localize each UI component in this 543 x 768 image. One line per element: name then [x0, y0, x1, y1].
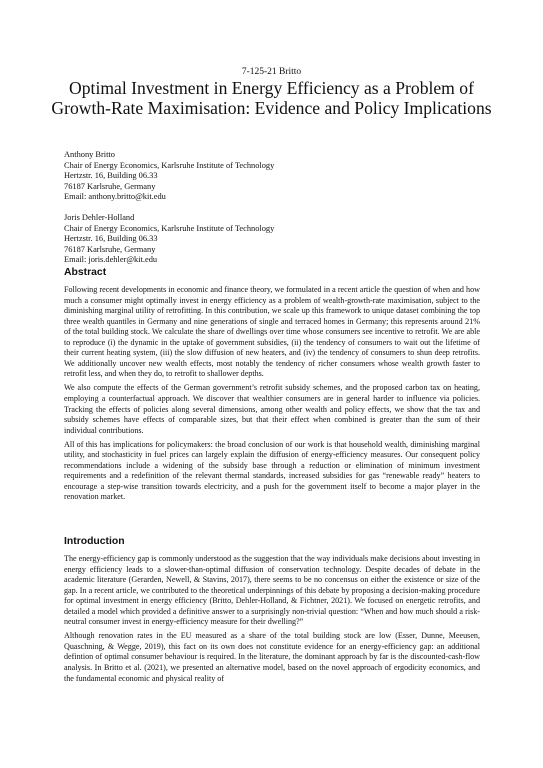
author-block: [64, 150, 484, 203]
introduction-paragraph: The energy-efficiency gap is commonly understood as the suggestion that the way individuals make decisions about investing in energy efficiency leads to a slower-than-optimal diffusion of conservation technology. Despite decades of debate in the academic literature (Gerarden, Newell, & Stavins, 2017), there seems to be no concensus on either the existence or size of the gap. In a recent article, we contributed to the theoretical underpinnings of this debate by proposing a decision-making procedure for optimal investment in energy efficiency (Britto, Dehler-Holland, & Fichtner, 2021). We focused on energetic retrofits, and detailed a model which provided a definitive answer to a surprisingly non-trivial question: “When and how much should a risk-neutral consumer invest in energy-efficiency measure for their dwelling?”: [64, 554, 480, 627]
author-city: 76187 Karlsruhe, Germany: [64, 181, 156, 191]
author-affiliation: Chair of Energy Economics, Karlsruhe Institute of Technology: [64, 223, 275, 233]
author-street: Hertzstr. 16, Building 06.33: [64, 171, 158, 180]
author-city: 76187 Karlsruhe, Germany: [64, 244, 156, 254]
author-email: Email: anthony.britto@kit.edu: [64, 192, 166, 201]
abstract-heading: Abstract: [64, 267, 107, 278]
author-email: Email: joris.dehler@kit.edu: [64, 255, 158, 264]
author-street: Hertzstr. 16, Building 06.33: [64, 234, 158, 243]
introduction-paragraph: Although renovation rates in the EU measured as a share of the total building stock are low (Esser, Dunne, Meeusen, Quaschning, & Wegge, 2019), this fact on its own does not constitute evidence for an energy-efficiency gap: an additional defintion of optimal consumer behaviour is required. In the literature, the dominant approach by far is the discounted-cash-flow analysis. In Britto et al. (2021), we presented an alternative model, based on the novel approach of ergodicity economics, and the fundamental economic and physical reality of: [64, 631, 480, 683]
paper-title: Optimal Investment in Energy Efficiency as a Problem of Growth-Rate Maximisation: Evidence and Policy Implications: [51, 78, 492, 118]
abstract-paragraph: Following recent developments in economic and finance theory, we formulated in a recent article the question of when and how much a consumer might optimally invest in energy efficiency as a problem of wealth-growth-rate maximisation, subject to the diminishing marginal utility of retrofitting. In this contribution, we scale up this framework to unique dataset combining the top three wealth quantiles in Germany and nine generations of single and terraced homes in Germany; this represents around 21% of the total building stock. We calculate the share of dwellings over time whose consumers see incentive to retrofit. We are able to reproduce (i) the dynamic in the uptake of government subsidies, (ii) the tendency of consumers to wait out the lifetime of their current heating system, (iii) the slow diffusion of new heaters, and (iv) the tendency of consumers to shun deep retrofits. We additionally uncover new wealth effects, most notably the tendency of richer consumers whose wealth growth faster to retrofit less, and when they do, to retrofit to shallower depths.: [64, 285, 480, 379]
abstract-paragraph: All of this has implications for policymakers: the broad conclusion of our work is that household wealth, diminishing marginal utility, and stochasticity in fuel prices can largely explain the diffusion of energy-efficiency measures. Our consequent policy recommendations include a widening of the subsidy base through a reduction or elimination of minimum investment requirements and a redefinition of the relevant thermal standards, increased subsidies for gas “renewable ready” heaters to encourage a step-wise transition towards electricity, and a push for the government itself to become a major player in the renovation market.: [64, 439, 480, 502]
author-affiliation: Chair of Energy Economics, Karlsruhe Institute of Technology: [64, 160, 275, 170]
abstract-paragraph: We also compute the effects of the German government’s retrofit subsidy schemes, and the proposed carbon tax on heating, employing a counterfactual approach. We discover that wealthier consumers are in general harder to influence via policies. Tracking the effects of policies along several dimensions, among other wealth and policy effects, we show that the tax and subsidy schemes have effects of comparable sizes, but that their effect when combined is greater than the sum of their individual contributions.: [64, 383, 480, 435]
introduction-heading: Introduction: [64, 536, 125, 547]
author-block: [64, 213, 484, 266]
author-name: Joris Dehler-Holland: [64, 213, 135, 222]
introduction-section: [64, 535, 480, 688]
abstract-section: [64, 266, 480, 506]
running-head: 7-125-21 Britto: [241, 67, 302, 77]
author-list: [64, 150, 484, 276]
author-name: Anthony Britto: [64, 150, 115, 159]
